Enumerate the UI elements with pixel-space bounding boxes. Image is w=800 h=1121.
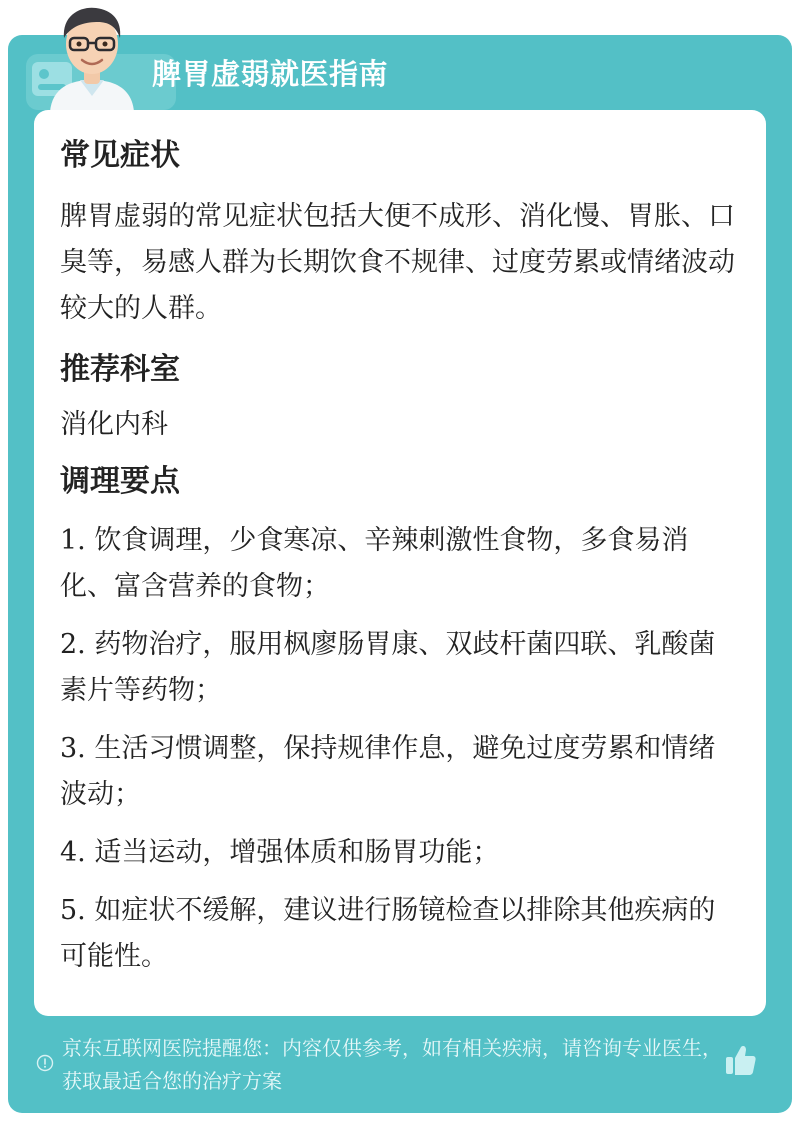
list-text: 饮食调理，少食寒凉、辛辣刺激性食物，多食易消化、富含营养的食物； [60, 525, 689, 602]
section-title-care: 调理要点 [60, 464, 180, 499]
footer-text: 京东互联网医院提醒您：内容仅供参考，如有相关疾病，请咨询专业医生，获取最适合您的治疗方案 [62, 1036, 722, 1093]
thumbs-up-icon[interactable] [722, 1042, 758, 1078]
content-body [60, 132, 740, 980]
list-text: 适当运动，增强体质和肠胃功能； [94, 837, 500, 868]
list-item [60, 830, 740, 876]
page-title: 脾胃虚弱就医指南 [152, 57, 389, 91]
list-text: 药物治疗，服用枫廖肠胃康、双歧杆菌四联、乳酸菌素片等药物； [60, 629, 716, 706]
department-text: 消化内科 [60, 409, 168, 440]
list-text: 如症状不缓解，建议进行肠镜检查以排除其他疾病的可能性。 [60, 895, 716, 972]
info-icon [36, 1054, 54, 1072]
content-card [34, 110, 766, 1016]
list-item [60, 622, 740, 714]
list-item [60, 518, 740, 610]
list-number: 1. [60, 525, 86, 556]
list-number: 3. [60, 733, 86, 764]
doctor-avatar [42, 0, 142, 112]
list-number: 2. [60, 629, 86, 660]
list-text: 生活习惯调整，保持规律作息，避免过度劳累和情绪波动； [60, 733, 716, 810]
list-item [60, 888, 740, 980]
section-title-symptoms: 常见症状 [60, 138, 180, 173]
list-number: 4. [60, 837, 86, 868]
care-list [60, 518, 740, 980]
list-item [60, 726, 740, 818]
footer-disclaimer [36, 1032, 776, 1102]
section-title-department: 推荐科室 [60, 352, 180, 387]
symptoms-text: 脾胃虚弱的常见症状包括大便不成形、消化慢、胃胀、口臭等，易感人群为长期饮食不规律、过度劳累或情绪波动较大的人群。 [60, 201, 735, 324]
list-number: 5. [60, 895, 86, 926]
